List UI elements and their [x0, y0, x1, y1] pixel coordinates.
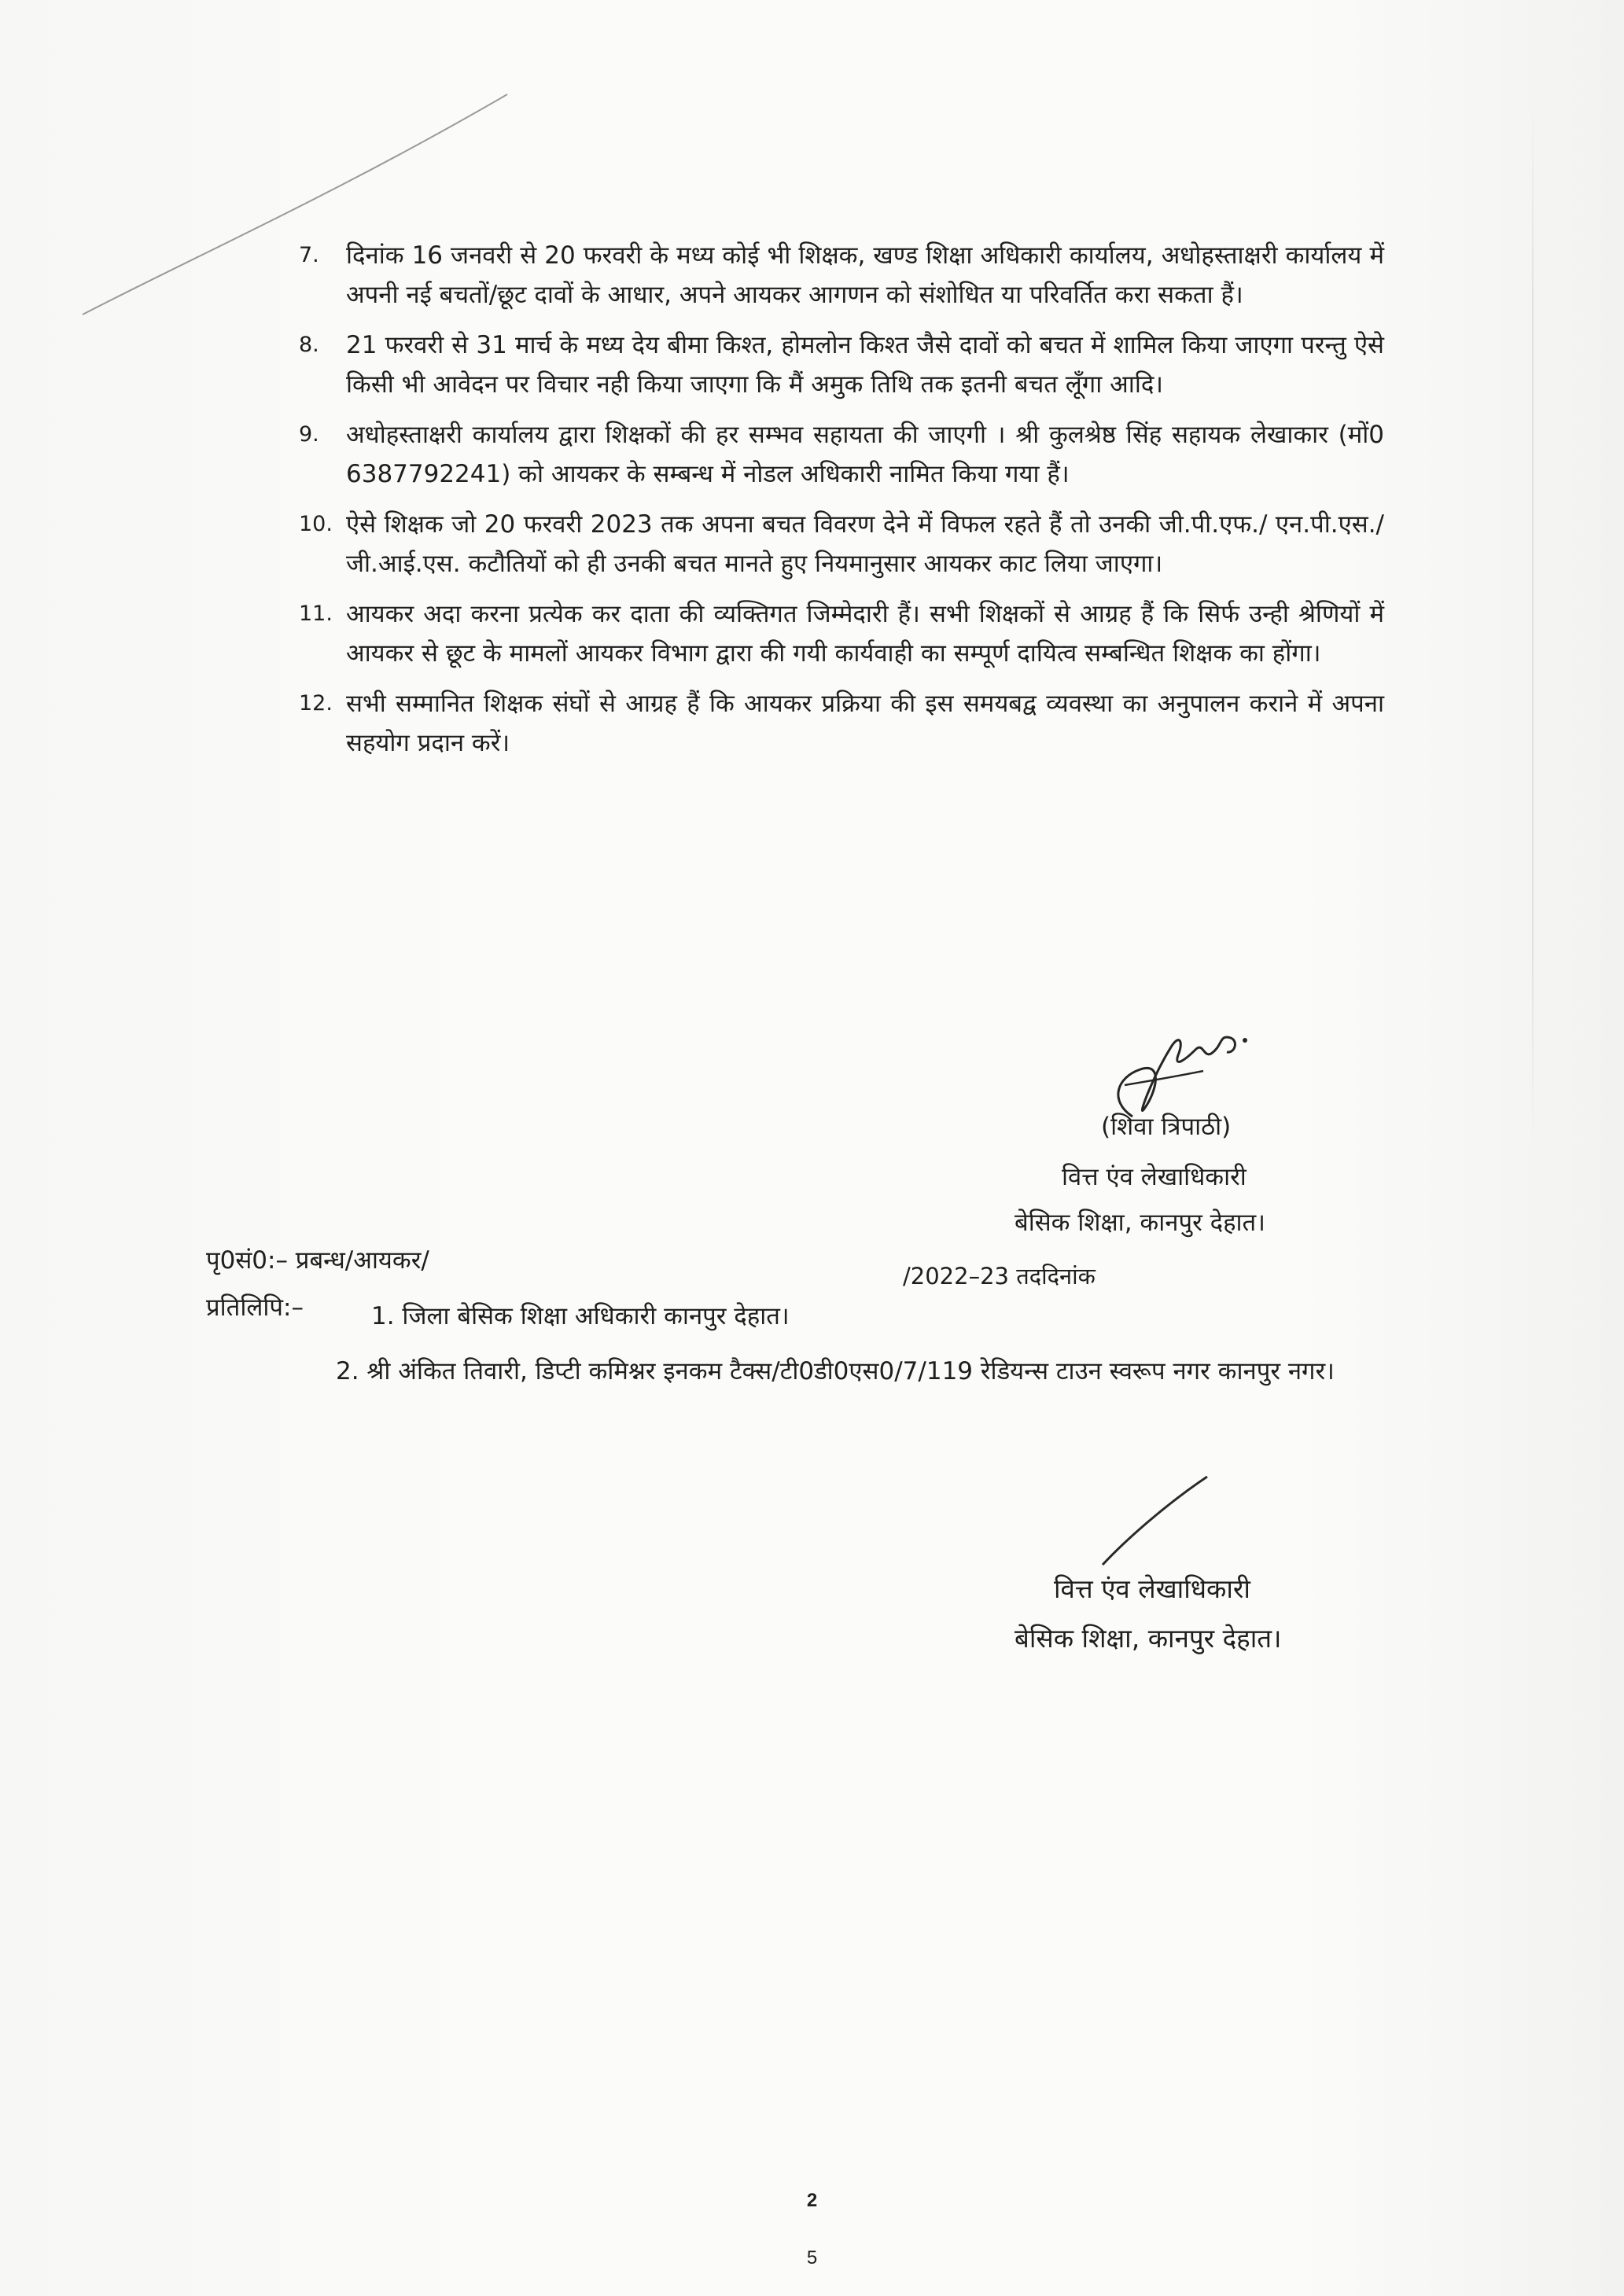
second-signatory-office: बेसिक शिक्षा, कानपुर देहात।: [1015, 1623, 1282, 1654]
point-text: अधोहस्ताक्षरी कार्यालय द्वारा शिक्षकों की हर सम्भव सहायता की जाएगी । श्री कुलश्रेष्ठ सिंह सहायक लेखाकार (मों0 6387792241) को आयकर के सम्बन्ध में नोडल अधिकारी नामित किया गया हैं।: [346, 421, 1384, 488]
point-item: [283, 594, 1384, 673]
point-item: [283, 505, 1384, 583]
scan-edge-shadow: [1532, 94, 1534, 1156]
numbered-points-list: [283, 236, 1384, 774]
copy-to-label: प्रतिलिपि:–: [206, 1293, 304, 1322]
signature-block: [1015, 983, 1376, 1297]
point-number: 10.: [299, 512, 333, 536]
point-item: [283, 684, 1384, 763]
point-number: 11.: [299, 602, 333, 626]
point-item: [283, 236, 1384, 315]
point-number: 12.: [299, 691, 333, 716]
point-text: ऐसे शिक्षक जो 20 फरवरी 2023 तक अपना बचत विवरण देने में विफल रहते हैं तो उनकी जी.पी.एफ./ एन.पी.एस./ जी.आई.एस. कटौतियों को ही उनकी बचत मानते हुए नियमानुसार आयकर काट लिया जाएगा।: [346, 510, 1384, 578]
point-text: दिनांक 16 जनवरी से 20 फरवरी के मध्य कोई भी शिक्षक, खण्ड शिक्षा अधिकारी कार्यालय, अधोहस्ताक्षरी कार्यालय में अपनी नई बचतों/छूट दावों के आधार, अपने आयकर आगणन को संशोधित या परिवर्तित करा सकता हैं।: [346, 241, 1384, 309]
signatory-office: बेसिक शिक्षा, कानपुर देहात।: [1015, 1209, 1265, 1237]
copy-recipient: 2. श्री अंकित तिवारी, डिप्टी कमिश्नर इनकम टैक्स/टी0डी0एस0/7/119 रेडियन्स टाउन स्वरूप नगर कानपुर नगर।: [336, 1357, 1335, 1385]
initial-stroke-mark: [1093, 1470, 1219, 1573]
point-number: 8.: [299, 333, 319, 357]
point-item: [283, 415, 1384, 494]
point-text: आयकर अदा करना प्रत्येक कर दाता की व्यक्तिगत जिम्मेदारी हैं। सभी शिक्षकों से आग्रह हैं कि सिर्फ उन्ही श्रेणियों में आयकर से छूट के मामलों आयकर विभाग द्वारा की गयी कार्यवाही का सम्पूर्ण दायित्व सम्बन्धित शिक्षक का होंगा।: [346, 600, 1384, 668]
copy-recipient: 1. जिला बेसिक शिक्षा अधिकारी कानपुर देहात।: [371, 1302, 790, 1330]
point-text: सभी सम्मानित शिक्षक संघों से आग्रह हैं कि आयकर प्रक्रिया की इस समयबद्व व्यवस्था का अनुपालन कराने में अपना सहयोग प्रदान करें।: [346, 690, 1384, 757]
point-number: 9.: [299, 422, 319, 447]
reference-date: /2022–23 तददिनांक: [903, 1263, 1096, 1290]
point-number: 7.: [299, 243, 319, 267]
point-text: 21 फरवरी से 31 मार्च के मध्य देय बीमा किश्त, होमलोन किश्त जैसे दावों को बचत में शामिल किया जाएगा परन्तु ऐसे किसी भी आवेदन पर विचार नही किया जाएगा कि मैं अमुक तिथि तक इतनी बचत लूँगा आदि।: [346, 331, 1384, 399]
page-number-outer: 5: [806, 2247, 818, 2268]
reference-number: पृ0सं0:– प्रबन्ध/आयकर/: [206, 1246, 429, 1275]
second-signatory-designation: वित्त एंव लेखाधिकारी: [1054, 1573, 1250, 1604]
signatory-designation: वित्त एंव लेखाधिकारी: [1062, 1163, 1247, 1191]
point-item: [283, 326, 1384, 404]
signatory-name: (शिवा त्रिपाठी): [1101, 1113, 1232, 1141]
page-number-inner: 2: [806, 2190, 818, 2211]
